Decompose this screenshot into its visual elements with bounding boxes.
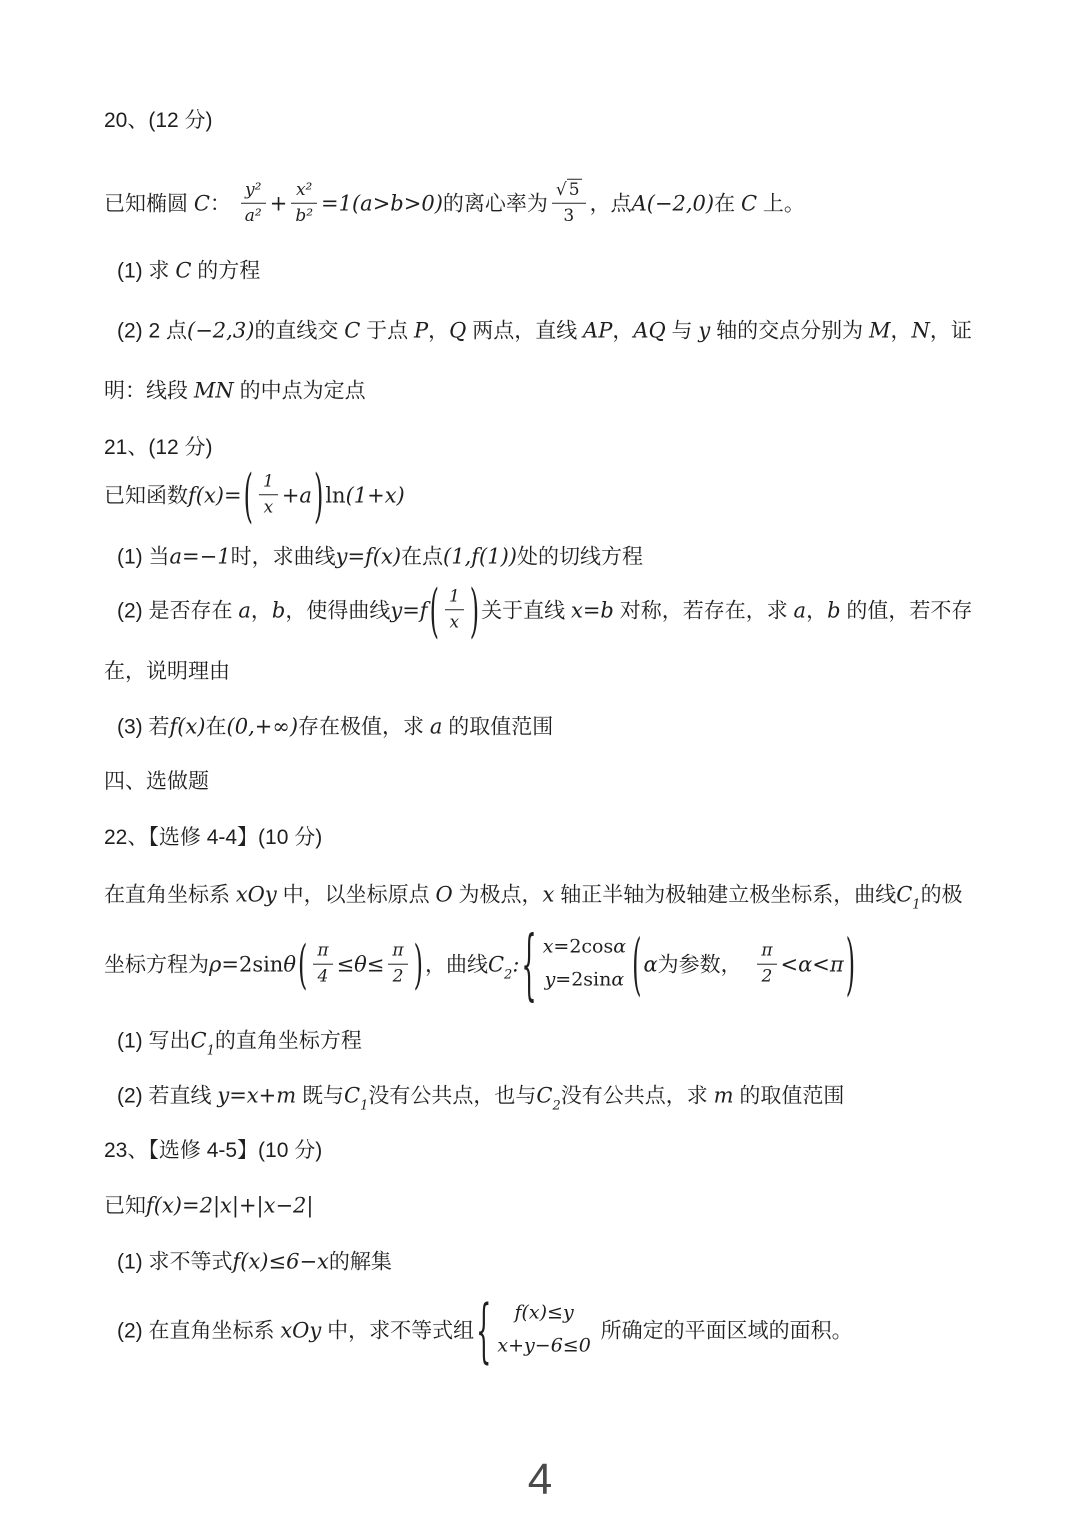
math-run: b bbox=[827, 598, 841, 623]
text-run: 的解集 bbox=[328, 1250, 392, 1274]
text-run: 轴正半轴为极轴建立极坐标系，曲线 bbox=[554, 883, 897, 907]
math-run: =1(a>b>0) bbox=[321, 191, 443, 216]
math-function: =2sin bbox=[221, 952, 284, 977]
math-run: θ bbox=[283, 952, 296, 977]
numerator: π bbox=[313, 940, 332, 964]
text-run: ，证 bbox=[929, 319, 972, 343]
math-run: α bbox=[643, 952, 658, 977]
text-run: 明：线段 bbox=[104, 379, 194, 403]
q20-part2-line2 bbox=[104, 376, 366, 405]
text-run: 21、(12 分) bbox=[104, 435, 213, 459]
math-run: f(x)=2|x|+|x−2| bbox=[146, 1193, 314, 1218]
denominator: a² bbox=[244, 205, 262, 226]
big-brace-left: { bbox=[476, 1290, 492, 1372]
math-run: C bbox=[740, 191, 758, 216]
math-run: a bbox=[793, 598, 807, 623]
math-run: AP bbox=[583, 318, 613, 343]
math-run: <α<π bbox=[780, 952, 844, 977]
q22-part2 bbox=[117, 1081, 845, 1114]
numerator: 1 bbox=[445, 586, 464, 610]
denominator: x bbox=[449, 612, 460, 633]
variable-with-subscript: $C_1$ bbox=[190, 1028, 215, 1059]
math-run: A(−2,0) bbox=[631, 191, 715, 216]
q22-stem-line2 bbox=[104, 920, 857, 1010]
math-run: x bbox=[542, 935, 554, 958]
text-run: 于点 bbox=[360, 319, 414, 343]
math-run: y=f(x) bbox=[335, 544, 402, 569]
text-run: (2) 在直角坐标系 bbox=[117, 1319, 281, 1343]
text-run: ， bbox=[428, 319, 450, 343]
text-run: 时，求曲线 bbox=[230, 545, 336, 569]
q21-part2-line2 bbox=[104, 658, 230, 686]
text-run: (1) 写出 bbox=[117, 1029, 191, 1053]
q21-stem bbox=[104, 462, 405, 530]
text-run: 的直角坐标方程 bbox=[214, 1029, 362, 1053]
fraction bbox=[313, 940, 332, 988]
math-run: ≤θ≤ bbox=[336, 952, 385, 977]
text-run: 20、(12 分) bbox=[104, 108, 213, 132]
text-run: ， bbox=[612, 319, 634, 343]
math-run: (0,+∞) bbox=[226, 714, 299, 739]
radical-sign: √ bbox=[555, 179, 567, 200]
q20-stem bbox=[104, 181, 805, 230]
denominator: x bbox=[263, 497, 274, 518]
text-run: 存在极值，求 bbox=[298, 715, 430, 739]
numerator: π bbox=[388, 940, 407, 964]
numerator: π bbox=[757, 940, 776, 964]
q23-header bbox=[104, 1137, 322, 1165]
denominator: b² bbox=[295, 205, 314, 226]
numerator: 1 bbox=[259, 471, 278, 495]
math-run: y bbox=[698, 318, 711, 343]
text-run: (1) 求 bbox=[117, 259, 176, 283]
q22-part1 bbox=[117, 1026, 362, 1059]
text-run: 轴的交点分别为 bbox=[710, 319, 869, 343]
subscript: 2 bbox=[504, 967, 513, 983]
math-run: MN bbox=[193, 378, 234, 403]
denominator: 4 bbox=[317, 966, 329, 987]
math-run: xOy bbox=[280, 1318, 322, 1343]
math-run: a=−1 bbox=[169, 544, 231, 569]
text-run: (2) 2 点 bbox=[117, 319, 188, 343]
section-title bbox=[104, 768, 209, 796]
big-paren-right: ) bbox=[313, 462, 324, 530]
math-run: O bbox=[435, 882, 453, 907]
text-run: 处的切线方程 bbox=[517, 545, 643, 569]
math-run: AQ bbox=[633, 318, 666, 343]
q20-header bbox=[104, 107, 213, 135]
system-row bbox=[545, 964, 625, 997]
big-paren-right: ) bbox=[845, 925, 856, 1005]
text-run: 已知椭圆 bbox=[104, 192, 194, 216]
math-run: f(x) bbox=[169, 714, 206, 739]
text-run: 为极点， bbox=[452, 883, 543, 907]
math-run: (1,f(1)) bbox=[443, 544, 517, 569]
text-run: (2) 若直线 bbox=[117, 1084, 218, 1108]
math-run: a bbox=[429, 714, 443, 739]
q23-part2 bbox=[117, 1290, 853, 1372]
math-run: Q bbox=[449, 318, 467, 343]
fraction bbox=[241, 179, 266, 227]
math-run: f(x)= bbox=[188, 483, 242, 508]
text-run: 在点 bbox=[401, 545, 444, 569]
text-run: ， bbox=[806, 599, 828, 623]
system-row bbox=[543, 931, 626, 964]
math-run: f(x)≤y bbox=[514, 1301, 574, 1324]
math-run: y=x+m bbox=[217, 1083, 297, 1108]
text-run: 的直线交 bbox=[254, 319, 345, 343]
math-run: x bbox=[542, 882, 555, 907]
text-run: 与 bbox=[665, 319, 699, 343]
page-number: 4 bbox=[527, 1455, 553, 1504]
math-run: x=b bbox=[570, 598, 614, 623]
text-run: 在 bbox=[205, 715, 227, 739]
q21-part2-line1 bbox=[117, 577, 973, 645]
text-run: 在直角坐标系 bbox=[104, 883, 236, 907]
numerator: y² bbox=[241, 179, 266, 203]
math-run: +a bbox=[281, 483, 312, 508]
text-run: 的离心率为 bbox=[442, 192, 548, 216]
math-run: C bbox=[193, 191, 210, 216]
fraction bbox=[757, 940, 776, 988]
text-run: 中，求不等式组 bbox=[321, 1319, 475, 1343]
text-run: 四、选做题 bbox=[104, 769, 209, 793]
subscript: 1 bbox=[912, 897, 921, 913]
denominator: 2 bbox=[392, 966, 404, 987]
big-paren-left: ( bbox=[243, 462, 253, 530]
math-run: x+y−6≤0 bbox=[497, 1335, 591, 1357]
text-run: ，点 bbox=[589, 192, 632, 216]
fraction bbox=[388, 940, 407, 988]
math-function: =2cos bbox=[553, 935, 614, 958]
text-run: 的方程 bbox=[191, 259, 261, 283]
math-function: ln bbox=[325, 483, 346, 508]
text-run: ， bbox=[250, 599, 272, 623]
subscript: 2 bbox=[552, 1098, 561, 1114]
big-paren-left: ( bbox=[298, 934, 308, 996]
q21-part1 bbox=[117, 542, 643, 571]
text-run: 坐标方程为 bbox=[104, 953, 209, 977]
text-run: 两点，直线 bbox=[466, 319, 584, 343]
math-run: (1+x) bbox=[345, 483, 405, 508]
text-run: 的极 bbox=[920, 883, 963, 907]
numerator bbox=[552, 179, 586, 204]
text-run: 22、【选修 4-4】(10 分) bbox=[104, 825, 323, 849]
text-run: 所确定的平面区域的面积。 bbox=[594, 1319, 853, 1343]
q23-stem bbox=[104, 1191, 314, 1220]
text-run: 的取值范围 bbox=[442, 715, 554, 739]
math-run: f(x)≤6−x bbox=[232, 1249, 329, 1274]
text-run: (1) 当 bbox=[117, 545, 170, 569]
text-run: 对称，若存在，求 bbox=[613, 599, 794, 623]
math-run: N bbox=[911, 318, 930, 343]
text-run: 中，以坐标原点 bbox=[276, 883, 436, 907]
math-run: α bbox=[611, 969, 625, 991]
text-run: 的中点为定点 bbox=[233, 379, 366, 403]
math-run: (−2,3) bbox=[187, 318, 255, 343]
math-run: a bbox=[238, 598, 251, 623]
text-run: ，使得曲线 bbox=[285, 599, 391, 623]
big-paren-left: ( bbox=[429, 577, 439, 645]
equation-system bbox=[543, 931, 626, 998]
text-run: 在 bbox=[714, 192, 741, 216]
text-run: 没有公共点，求 bbox=[560, 1084, 714, 1108]
math-run: xOy bbox=[235, 882, 277, 907]
text-run: (1) 求不等式 bbox=[117, 1250, 233, 1274]
text-run: 的取值范围 bbox=[733, 1084, 845, 1108]
math-run: C bbox=[175, 258, 192, 283]
math-run: ρ bbox=[209, 952, 222, 977]
text-run: 上。 bbox=[757, 192, 805, 216]
math-run: b bbox=[271, 598, 286, 623]
system-row bbox=[497, 1330, 590, 1363]
big-paren-right: ) bbox=[413, 934, 423, 996]
math-run: y bbox=[544, 969, 556, 991]
q21-part3 bbox=[117, 712, 553, 741]
system-row bbox=[514, 1297, 573, 1330]
denominator: 3 bbox=[563, 206, 575, 226]
math-run: P bbox=[414, 318, 429, 343]
text-run: ，曲线 bbox=[424, 953, 488, 977]
text-run: 关于直线 bbox=[481, 599, 571, 623]
radicand: 5 bbox=[568, 179, 580, 200]
text-run: ， bbox=[890, 319, 912, 343]
math-function: =2sin bbox=[555, 969, 612, 991]
math-run: : bbox=[512, 952, 520, 977]
math-run: m bbox=[713, 1083, 734, 1108]
text-run: 在，说明理由 bbox=[104, 659, 230, 683]
variable-with-subscript: $C_2$ bbox=[487, 952, 513, 983]
subscript: 1 bbox=[206, 1043, 215, 1059]
variable-with-subscript: $C_2$ bbox=[536, 1083, 561, 1114]
text-run: 的值，若不存 bbox=[840, 599, 973, 623]
text-run: 既与 bbox=[296, 1084, 344, 1108]
text-run: (3) 若 bbox=[117, 715, 170, 739]
fraction bbox=[291, 179, 317, 227]
numerator: x² bbox=[291, 179, 317, 203]
q23-part1 bbox=[117, 1247, 392, 1276]
big-paren-left: ( bbox=[632, 925, 642, 1005]
text-run: 已知 bbox=[104, 1194, 146, 1218]
text-run: (2) 是否存在 bbox=[117, 599, 239, 623]
variable-with-subscript: $C_1$ bbox=[896, 882, 921, 913]
math-run: M bbox=[868, 318, 891, 343]
big-paren-right: ) bbox=[469, 577, 480, 645]
equation-system bbox=[497, 1297, 590, 1364]
fraction bbox=[259, 471, 278, 519]
sqrt-fraction bbox=[552, 179, 586, 228]
math-run: α bbox=[613, 935, 627, 958]
text-run: ： bbox=[209, 192, 237, 216]
fraction bbox=[445, 586, 464, 634]
q21-header bbox=[104, 434, 213, 462]
math-run: y=f bbox=[390, 598, 428, 623]
variable-with-subscript: $C_1$ bbox=[344, 1083, 369, 1114]
text-run: 已知函数 bbox=[104, 484, 188, 508]
math-run: C bbox=[344, 318, 361, 343]
q20-part2-line1 bbox=[117, 316, 972, 345]
text-run: 没有公共点，也与 bbox=[368, 1084, 537, 1108]
text-run: 23、【选修 4-5】(10 分) bbox=[104, 1138, 323, 1162]
denominator: 2 bbox=[761, 966, 773, 987]
q22-header bbox=[104, 824, 322, 852]
q20-part1 bbox=[117, 256, 260, 285]
big-brace-left: { bbox=[521, 920, 537, 1010]
math-run: + bbox=[269, 191, 288, 216]
q22-stem-line1 bbox=[104, 880, 963, 913]
subscript: 1 bbox=[360, 1098, 369, 1114]
text-run: 为参数， bbox=[657, 953, 754, 977]
